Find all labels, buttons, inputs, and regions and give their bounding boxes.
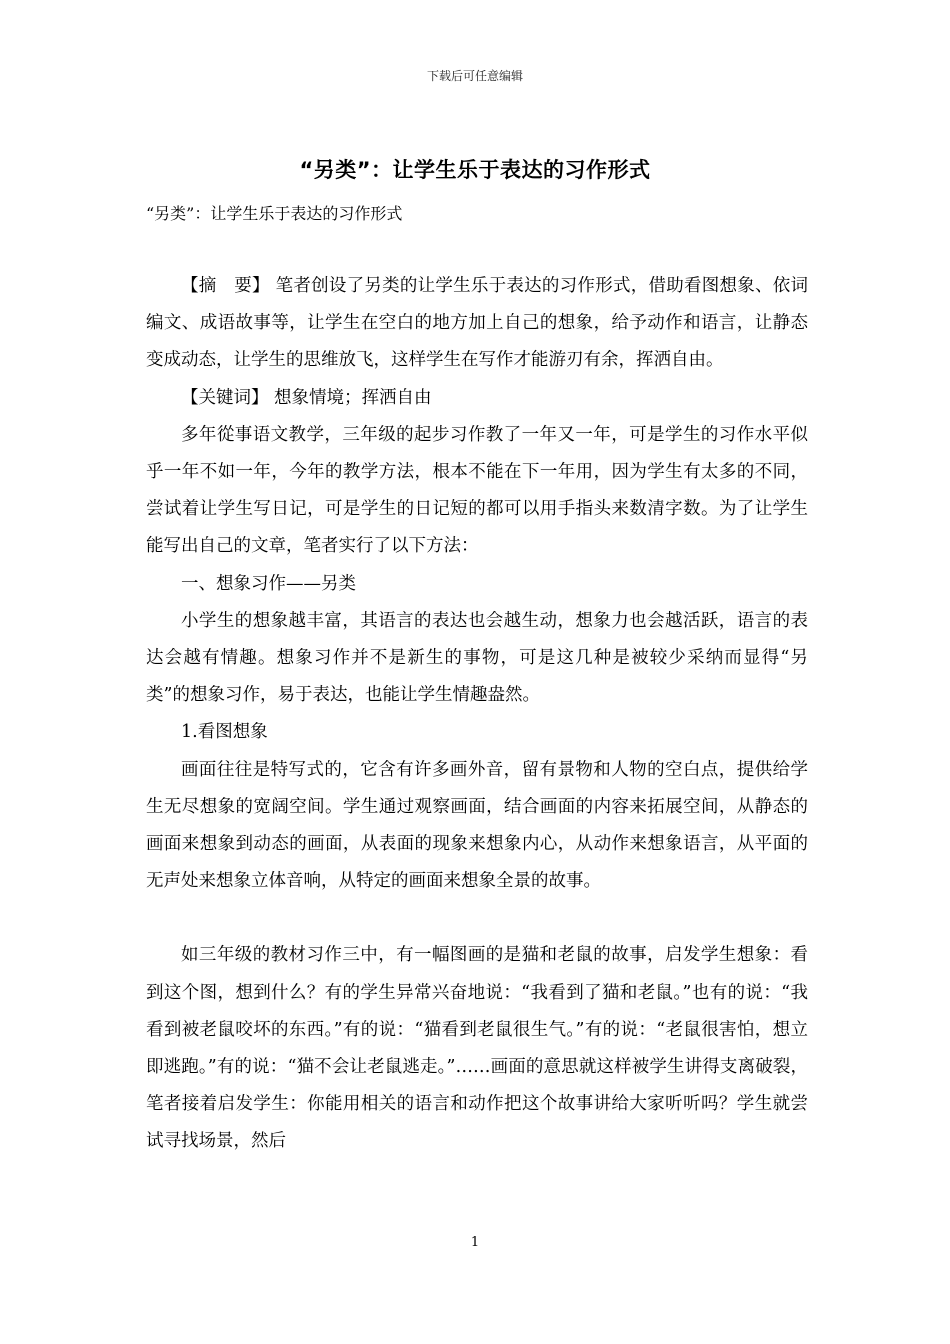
header-note: 下载后可任意编辑: [426, 69, 523, 83]
paragraph-gap: [146, 900, 808, 937]
body-paragraph: 如三年级的教材习作三中，有一幅图画的是猫和老鼠的故事，启发学生想象：看到这个图，想到什么？有的学生异常兴奋地说：“我看到了猫和老鼠。”也有的说：“我看到被老鼠咬坏的东西。”有的说：“猫看到老鼠很生气。”有的说：“老鼠很害怕，想立即逃跑。”有的说：“猫不会让老鼠逃走。”……画面的意思就这样被学生讲得支离破裂，笔者接着启发学生：你能用相关的语言和动作把这个故事讲给大家听听吗？学生就尝试寻找场景，然后: [146, 945, 808, 1152]
keywords-paragraph: 【关键词】 想象情境；挥洒自由: [181, 387, 432, 408]
section-heading: 一、想象习作——另类: [181, 573, 356, 594]
abstract-paragraph: 【摘 要】 笔者创设了另类的让学生乐于表达的习作形式，借助看图想象、依词编文、成语故事等，让学生在空白的地方加上自己的想象，给予动作和语言，让静态变成动态，让学生的思维放飞，这样学生在写作才能游刃有余，挥洒自由。: [146, 276, 808, 371]
subsection-heading: 1.看图想象: [181, 722, 268, 743]
document-title: “另类”：让学生乐于表达的习作形式: [299, 158, 651, 182]
document-body: [146, 268, 808, 1161]
body-paragraph: 画面往往是特写式的，它含有许多画外音，留有景物和人物的空白点，提供给学生无尽想象的宽阔空间。学生通过观察画面，结合画面的内容来拓展空间，从静态的画面来想象到动态的画面，从表面的现象来想象内心，从动作来想象语言，从平面的无声处来想象立体音响，从特定的画面来想象全景的故事。: [146, 759, 808, 892]
body-paragraph: 多年從事语文教学，三年级的起步习作教了一年又一年，可是学生的习作水平似乎一年不如一年，今年的教学方法，根本不能在下一年用，因为学生有太多的不同，尝试着让学生写日记，可是学生的日记短的都可以用手指头来数清字数。为了让学生能写出自己的文章，笔者实行了以下方法：: [146, 424, 808, 557]
body-paragraph: 小学生的想象越丰富，其语言的表达也会越生动，想象力也会越活跃，语言的表达会越有情趣。想象习作并不是新生的事物，可是这几种是被较少采纳而显得“另类”的想象习作，易于表达，也能让学生情趣盎然。: [146, 610, 808, 706]
document-subtitle: “另类”：让学生乐于表达的习作形式: [146, 204, 403, 223]
page-number: 1: [470, 1235, 480, 1250]
